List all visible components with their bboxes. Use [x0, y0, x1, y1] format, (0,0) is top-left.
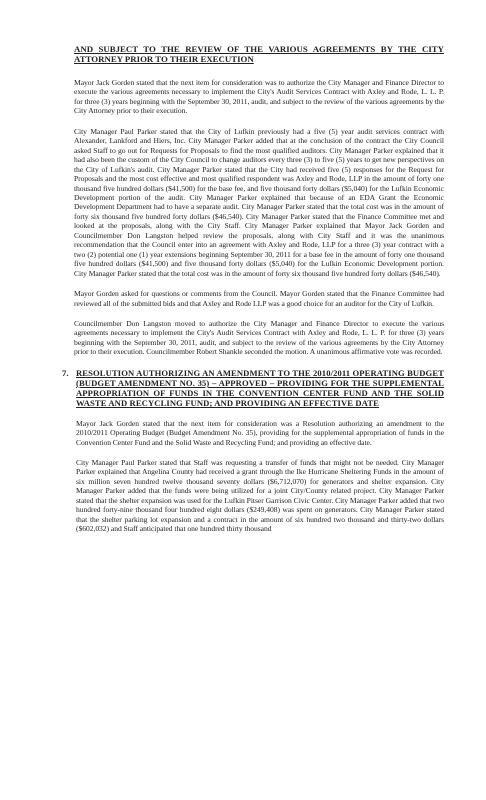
item-paragraph-2: City Manager Paul Parker stated that Staff was requesting a transfer of funds that might not be needed. City Manager Parker explained that Angelina County had received a grant through the Ike Hurricane Sheltering Funds in the amount of six million seven hundred twelve thousand seventy dollars ($6,712,070) for generators and shelter expansion. City Manager Parker added that the funds were being utilized for a joint City/County related project. City Manager Parker stated that the shelter expansion was used for the Lufkin Pitser Garrison Civic Center. City Manager Parker added that two hundred forty-nine thousand four hundred eight dollars ($249,408) was spent on generators. City Manager Parker stated that the shelter parking lot expansion and a contract in the amount of six hundred two thousand and thirty-two dollars ($602,032) and Staff anticipated that one hundred thirty thousand: [76, 457, 444, 534]
paragraph-2: City Manager Paul Parker stated that the City of Lufkin previously had a five (5) year audit services contract with Alexander, Lankford and Hiers, Inc. City Manager Parker added that at the conclusion of the contract the City Council asked Staff to go out for Requests for Proposals to find the most qualified auditors. City Manager Parker explained that it had also been the custom of the City Council to change auditors every three (3) to five (5) years to get new perspectives on the City of Lufkin's audit. City Manager Parker stated that the City had received five (5) responses for the Request for Proposals and the most cost effective and most qualified respondent was Axley and Rode, LLP in the amount of forty one thousand five hundred dollars ($41,500) for the base fee, and five thousand forty dollars ($5,040) for the Lufkin Economic Development portion of the audit. City Manager Parker explained that because of an EDA Grant the Economic Development Department had to have a separate audit. City Manager Parker stated that the total cost was in the amount of forty six thousand five hundred forty dollars ($46,540). City Manager Parker stated that the Finance Committee met and looked at the proposals, along with the City Staff. City Manager Parker explained that Mayor Jack Gorden and Councilmember Don Langston helped review the proposals, along with City Staff and it was the unanimous recommendation that the Council enter into an agreement with Axley and Rode, LLP for a three (3) year contract with a two (2) potential one (1) year extensions beginning September 30, 2011 for a base fee in the amount of forty one thousand five hundred dollars ($41,500) and five thousand forty dollars ($5,040) for the Lufkin Economic Development portion. City Manager Parker stated that the total cost was in the amount of forty six thousand five hundred forty dollars ($46,540).: [74, 126, 444, 278]
item-title: RESOLUTION AUTHORIZING AN AMENDMENT TO THE 2010/2011 OPERATING BUDGET (BUDGET AMENDMENT NO. 35) – APPROVED – PROVIDING FOR THE SUPPLEMENTAL APPROPRIATION OF FUNDS IN THE CONVENTION CENTER FUND AND THE SOLID WASTE AND RECYCLING FUND; AND PROVIDING AN EFFECTIVE DATE: [76, 367, 444, 409]
paragraph-4: Councilmember Don Langston moved to authorize the City Manager and Finance Director to execute the various agreements necessary to implement the City's Audit Services Contract with Axley and Rode, L. L. P. for three (3) years beginning with the September 30, 2011, audit, and subject to the review of the various agreements by the City Attorney prior to their execution. Councilmember Robert Shankle seconded the motion. A unanimous affirmative vote was recorded.: [74, 318, 444, 357]
section-heading: AND SUBJECT TO THE REVIEW OF THE VARIOUS AGREEMENTS BY THE CITY ATTORNEY PRIOR TO THEIR EXECUTION: [74, 44, 444, 64]
item-number: 7.: [62, 367, 69, 378]
paragraph-1: Mayor Jack Gorden stated that the next item for consideration was to authorize the City Manager and Finance Director to execute the various agreements necessary to implement the City's Audit Services Contract with Axley and Rode, L. L. P. for three (3) years beginning with the September 30, 2011, audit, and subject to the review of the various agreements by the City Attorney prior to their execution.: [74, 78, 444, 116]
item-body: [76, 368, 444, 545]
agenda-item-7: [62, 367, 444, 545]
item-paragraph-1: Mayor Jack Gorden stated that the next item for consideration was a Resolution authorizing an amendment to the 2010/2011 Operating Budget (Budget Amendment No. 35), providing for the supplemental appropriation of funds in the Convention Center Fund and the Solid Waste and Recycling Fund; and providing an effective date.: [76, 418, 444, 447]
paragraph-3: Mayor Gorden asked for questions or comments from the Council. Mayor Gorden stated that the Finance Committee had reviewed all of the submitted bids and that Axley and Rode LLP was a good choice for an auditor for the City of Lufkin.: [74, 289, 444, 308]
